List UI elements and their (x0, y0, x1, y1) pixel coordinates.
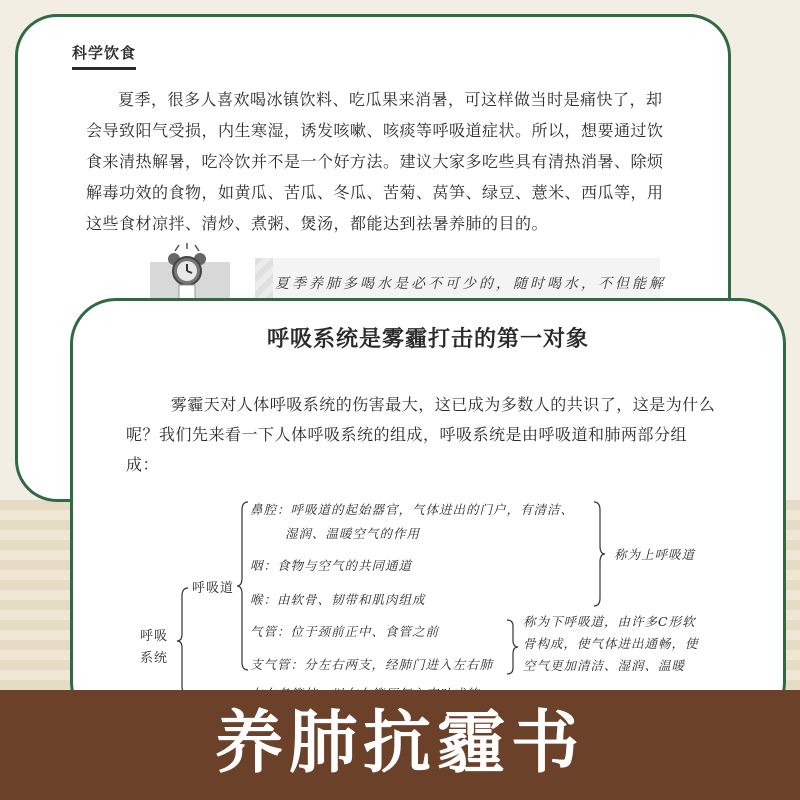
lower-airway-brace (505, 618, 519, 676)
diagram-root (140, 626, 168, 670)
lower-airway-line-2: 骨构成，使气体进出通畅，使 (523, 636, 699, 651)
diet-paragraph: 夏季，很多人喜欢喝冰镇饮料、吃瓜果来消暑，可这样做当时是痛快了，却会导致阳气受损，内生寒湿，诱发咳嗽、咳痰等呼吸道症状。所以，想要通过饮食来清热解暑，吃冷饮并不是一个好方法。建议大家多吃些具有清热消暑、除烦解毒功效的食物，如黄瓜、苦瓜、冬瓜、苦菊、莴笋、绿豆、薏米、西瓜等，用这些食材凉拌、清炒、煮粥、煲汤，都能达到祛暑养肺的目的。 (86, 90, 664, 233)
banner-text: 养肺抗霾书 (214, 703, 585, 783)
airway-label: 呼吸道 (192, 581, 235, 596)
pharynx-line: 咽：食物与空气的共同通道 (250, 558, 413, 573)
trachea-line: 气管：位于颈前正中、食管之前 (250, 624, 440, 639)
root-brace (176, 586, 190, 696)
airway-brace (236, 500, 250, 672)
bronchus-line: 支气管：分左右两支，经肺门进入左右肺 (250, 657, 494, 672)
intro-paragraph: 雾霾天对人体呼吸系统的伤害最大，这已成为多数人的共识了，这是为什么呢？我们先来看一下人体呼吸系统的组成，呼吸系统是由呼吸道和肺两部分组成： (126, 395, 716, 474)
lower-airway-line-3: 空气更加清洁、湿润、温暖 (523, 658, 686, 673)
larynx-line: 喉：由软骨、韧带和肌肉组成 (250, 592, 426, 607)
lower-airway-line-1: 称为下呼吸道，由许多C形软 (523, 614, 696, 629)
section-heading: 科学饮食 (72, 42, 136, 70)
upper-airway-brace (592, 500, 606, 608)
tip-text: 夏季养肺多喝水是必不可少的，随时喝水，不但能解 (275, 276, 666, 292)
alarm-clock-icon (165, 243, 209, 299)
root-line-1: 呼吸 (140, 629, 169, 644)
root-line-2: 系统 (140, 651, 169, 666)
nose-line-2: 湿润、温暖空气的作用 (285, 526, 421, 541)
nose-line-1: 鼻腔：呼吸道的起始器官，气体进出的门户，有清洁、 (250, 502, 575, 517)
page-title: 呼吸系统是雾霾打击的第一对象 (266, 327, 589, 352)
upper-airway-label: 称为上呼吸道 (614, 547, 696, 562)
title-banner (0, 690, 800, 800)
